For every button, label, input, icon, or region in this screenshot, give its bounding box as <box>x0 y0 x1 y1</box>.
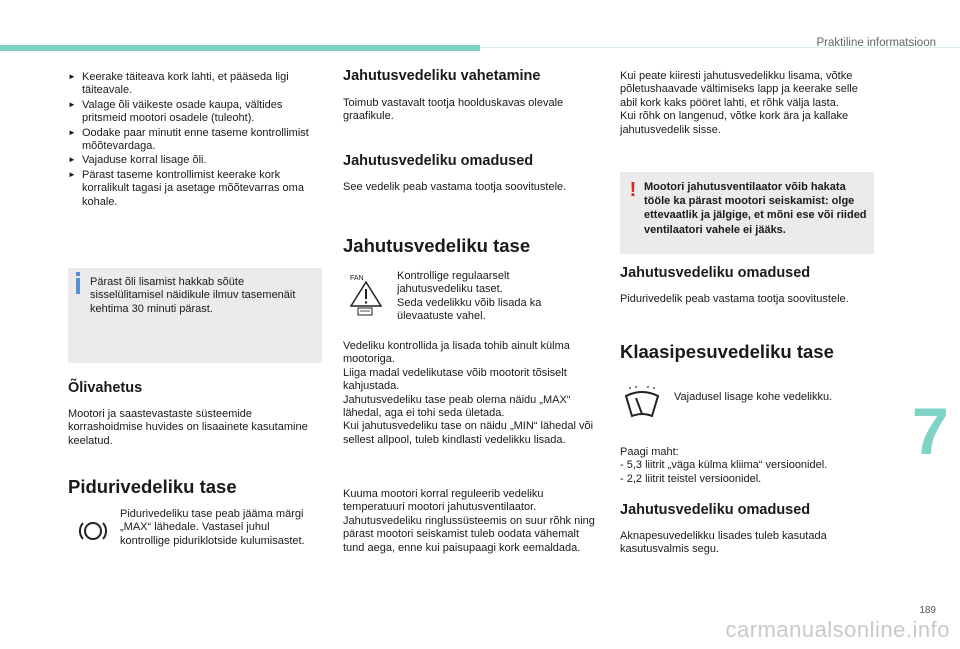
list-item: ► Pärast taseme kontrollimist keerake kork korralikult tagasi ja asetage mõõtevarras oma kohale. <box>68 168 304 208</box>
tank-capacity-text: Paagi maht: - 5,3 liitrit „väga külma kliima“ versioonidel. - 2,2 liitrit teistel versioonidel. <box>620 446 828 485</box>
brake-props-heading: Jahutusvedeliku omadused <box>620 265 811 281</box>
warning-icon: ! <box>629 179 637 201</box>
windscreen-washer-icon <box>622 386 662 420</box>
coolant-level-icon-text: Kontrollige regulaarselt jahutusvedeliku taset. Seda vedelikku võib lisada ka ülevaatuste vahel. <box>397 270 542 323</box>
hot-engine-text: Kuuma mootori korral reguleerib vedeliku temperatuuri mootori jahutusventilaator. Jahutusvedeliku ringlussüsteemis on suur rõhk ning pärast mootori seiskamist tuleb oodata vähemalt tund aega, enne kui paisupaagi kork eemaldada. <box>343 488 595 554</box>
section-title: Praktiline informatsioon <box>816 37 936 49</box>
coolant-level-heading: Jahutusvedeliku tase <box>343 235 531 256</box>
cap-opening-text: Kui peate kiiresti jahutusvedelikku lisama, võtke põletushaavade vältimiseks lapp ja keerake selle abil kork kaks pööret lahti, et rõhk välja lasta. Kui rõhk on langenud, võtke kork ära ja kallake jahutusvedelik sisse. <box>620 70 858 136</box>
warning-note-text: Mootori jahutusventilaator võib hakata tööle ka pärast mootori seiskamist: olge ettevaatlik ja jälgige, et mõni ese või riided ventilaatori vahele ei jääks. <box>644 181 867 236</box>
list-item: ► Oodake paar minutit enne taseme kontrollimist mõõtevardaga. <box>68 126 309 153</box>
info-note-text: Pärast õli lisamist hakkab sõüte sisselülitamisel näidikule ilmuv tasemenäit kehtima 30 minuti pärast. <box>90 276 296 315</box>
coolant-change-text: Toimub vastavalt tootja hoolduskavas olevale graafikule. <box>343 97 564 123</box>
list-item: ► Keerake täiteava kork lahti, et pääseda ligi täiteavale. <box>68 71 289 97</box>
washer-icon-text: Vajadusel lisage kohe vedelikku. <box>674 391 833 403</box>
page-number: 189 <box>919 605 936 616</box>
info-note <box>68 268 322 363</box>
header-accent-bar <box>0 45 480 51</box>
washer-props-heading: Jahutusvedeliku omadused <box>620 502 811 518</box>
list-item: ► Vajaduse korral lisage õli. <box>68 154 207 167</box>
oil-steps-list <box>68 70 322 209</box>
coolant-change-heading: Jahutusvedeliku vahetamine <box>343 68 541 84</box>
washer-level-heading: Klaasipesuvedeliku tase <box>620 341 834 362</box>
coolant-props-text: See vedelik peab vastama tootja soovitustele. <box>343 181 567 193</box>
svg-text:FAN: FAN <box>350 275 364 282</box>
coolant-props-heading: Jahutusvedeliku omadused <box>343 153 534 169</box>
watermark: carmanualsonline.info <box>725 617 950 642</box>
coolant-fan-warning-icon <box>346 272 386 316</box>
brake-fluid-text: Pidurivedeliku tase peab jääma märgi „MAX“ lähedale. Vastasel juhul kontrollige piduriklotside kulumisastet. <box>120 508 305 547</box>
info-icon <box>76 278 80 294</box>
brake-fluid-heading: Pidurivedeliku tase <box>68 476 237 497</box>
chapter-number: 7 <box>912 394 949 468</box>
warning-note <box>620 172 874 254</box>
coolant-level-text: Vedeliku kontrollida ja lisada tohib ainult külma mootoriga. Liiga madal vedelikutase võib mootorit tõsiselt kahjustada. Jahutusvedeliku tase peab olema näidu „MAX“ lähedal, aga ei tohi seda ületada. Kui jahutusvedeliku tase on näidu „MIN“ lähedal või sellest allpool, tuleb kindlasti vedelikku lisada. <box>343 340 594 446</box>
washer-props-text: Aknapesuvedelikku lisades tuleb kasutada kasutusvalmis segu. <box>620 530 827 556</box>
list-item: ► Valage õli väikeste osade kaupa, vältides pritsmeid mootori osadele (tuleoht). <box>68 98 283 125</box>
brake-props-text: Pidurivedelik peab vastama tootja soovitustele. <box>620 293 849 305</box>
brake-fluid-warning-icon <box>78 516 108 546</box>
oil-change-heading: Õlivahetus <box>68 380 143 396</box>
oil-change-text: Mootori ja saastevastaste süsteemide korrashoidmise huvides on lisaainete kasutamine keelatud. <box>68 408 308 447</box>
